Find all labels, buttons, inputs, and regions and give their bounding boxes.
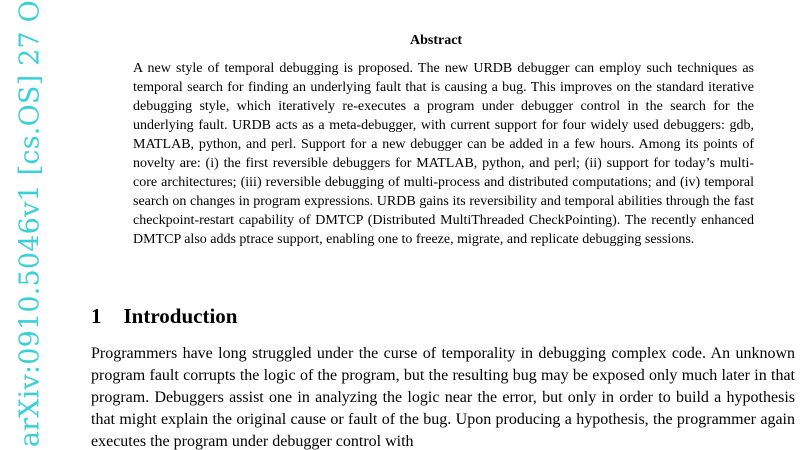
introduction-body: [91, 343, 795, 450]
arxiv-stamp: [10, 0, 50, 450]
arxiv-identifier: [14, 0, 46, 448]
arxiv-stamp-text: arXiv:0910.5046v1 [cs.OS] 27 O: [14, 0, 46, 448]
section-number: 1: [91, 303, 102, 328]
abstract-body: A new style of temporal debugging is proposed. The new URDB debugger can employ such techniques as temporal search for finding an underlying fault that is causing a bug. This improves on the standard iterative debugging style, which iteratively re-executes a program under debugger control in the search for the underlying fault. URDB acts as a meta-debugger, with current support for four widely used debuggers: gdb, MATLAB, python, and perl. Support for a new debugger can be added in a few hours. Among its points of novelty are: (i) the first reversible debuggers for MATLAB, python, and perl; (ii) support for today’s multi-core architectures; (iii) reversible debugging of multi-process and distributed computations; and (iv) temporal search on changes in program expressions. URDB gains its reversibility and temporal abilities through the fast checkpoint-restart capability of DMTCP (Distributed MultiThreaded CheckPointing). The recently enhanced DMTCP also adds ptrace support, enabling one to freeze, migrate, and replicate debugging sessions.: [133, 61, 754, 247]
section-heading: [91, 302, 800, 330]
paper-page: [91, 0, 800, 450]
abstract-title: Abstract: [410, 33, 463, 48]
section-title: Introduction: [123, 303, 238, 328]
introduction-text: Programmers have long struggled under the curse of temporality in debugging complex code. An unknown program fault corrupts the logic of the program, but the resulting bug may be exposed only much later in that program. Debuggers assist one in analyzing the logic near the error, but only in order to build a hypothesis that might explain the original cause or fault of the bug. Upon producing a hypothesis, the programmer again executes the program under debugger control with: [91, 345, 795, 450]
